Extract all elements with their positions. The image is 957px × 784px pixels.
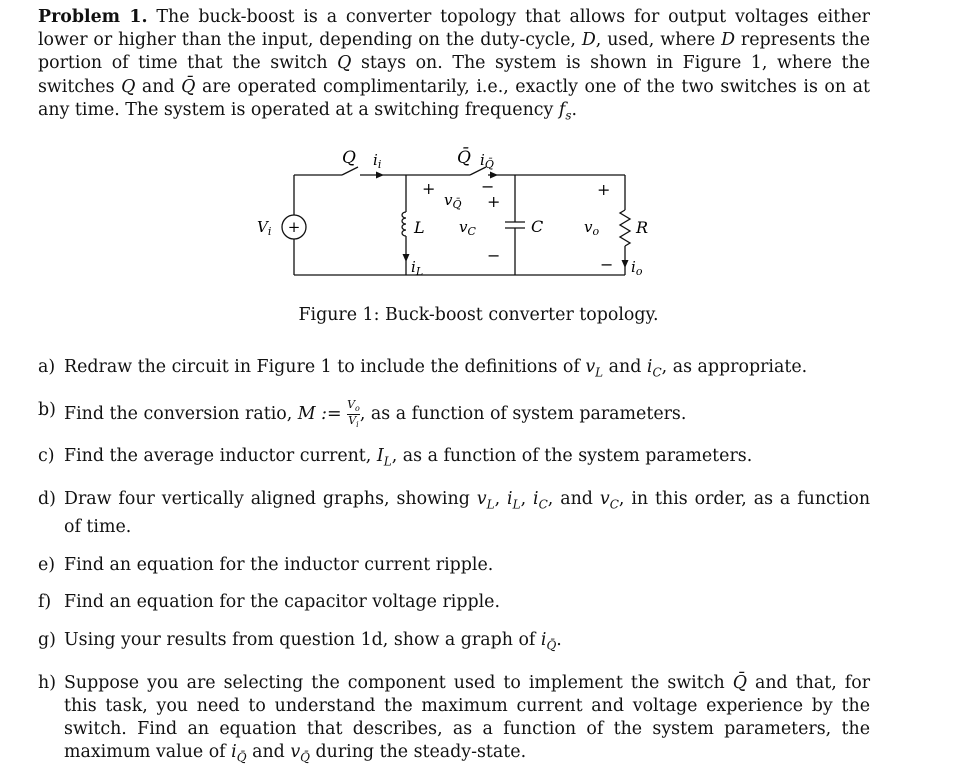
question-label: f)	[38, 592, 52, 613]
question-text: Draw four vertically aligned graphs, showing $v_L$, $i_L$, $i_C$, and $v_C$, in this order, as a function of time.	[64, 488, 871, 538]
label-vo: $v_o$	[584, 218, 600, 238]
question-label: e)	[38, 554, 56, 575]
problem-statement	[38, 6, 870, 127]
math-expression: $i_{Q̄}$	[231, 741, 247, 765]
question-item	[38, 672, 870, 769]
label-l: L	[414, 218, 425, 237]
question-label: g)	[38, 629, 56, 650]
math-expression: $v_L$	[476, 488, 495, 512]
label-r: R	[636, 218, 649, 237]
source-plus-sign: +	[287, 218, 301, 236]
label-il: $i_L$	[411, 258, 424, 278]
switch-q-blade	[342, 167, 358, 175]
label-plus-cap: +	[487, 192, 501, 211]
question-item	[38, 399, 870, 430]
label-minus-top: −	[481, 177, 495, 196]
inductor-coil	[402, 212, 406, 236]
label-qbar: Q̄	[457, 148, 471, 168]
question-text: Find the conversion ratio, M := $\frac{V_o}{V_i}$ , as a function of system parameters.	[64, 397, 687, 430]
question-item	[38, 356, 870, 384]
io-arrow-icon	[622, 260, 629, 268]
problem-heading: Problem 1.	[38, 7, 148, 27]
question-text: Using your results from question 1d, show a graph of $i_{Q̄}$.	[64, 629, 562, 653]
math-expression: $i_{Q̄}$	[540, 629, 557, 653]
question-item	[38, 554, 870, 577]
question-text: Suppose you are selecting the component used to implement the switch Q̄ and that, for this task, you need to understand the maximum current and voltage experience by the switch. Find an equation that describes, as a function of the system parameters, the maximum value of $i_{Q̄}$ and $v_{Q̄}$ during the steady-state.	[64, 672, 871, 765]
buck-boost-circuit-diagram	[240, 140, 680, 290]
question-label: h)	[38, 672, 56, 693]
math-expression: M := $\frac{V_o}{V_i}$	[297, 397, 360, 430]
question-text: Find an equation for the capacitor voltage ripple.	[64, 592, 500, 613]
math-expression: $v_L$	[585, 357, 604, 380]
question-text: Find the average inductor current, $I_L$, as a function of the system parameters.	[64, 445, 753, 469]
math-expression: Q̄	[732, 672, 747, 693]
question-item	[38, 488, 870, 539]
label-vo-minus: −	[600, 255, 614, 274]
question-label: d)	[38, 488, 56, 509]
math-expression: $v_C$	[599, 488, 619, 512]
label-vo-plus: +	[597, 180, 611, 199]
label-io: $i_o$	[631, 258, 643, 278]
question-label: b)	[38, 399, 56, 420]
label-plus-left: +	[422, 179, 436, 198]
il-arrow-icon	[403, 254, 410, 262]
question-text: Redraw the circuit in Figure 1 to include the definitions of $v_L$ and $i_C$, as appropriate.	[64, 357, 808, 380]
question-text: Find an equation for the inductor current ripple.	[64, 554, 494, 575]
label-iq: $i_{Q̄}$	[480, 151, 494, 171]
label-c: C	[531, 217, 544, 236]
question-label: c)	[38, 445, 55, 466]
question-item	[38, 445, 870, 473]
math-expression: $i_C$	[646, 357, 662, 380]
question-item	[38, 591, 870, 614]
label-vc-minus: −	[487, 246, 501, 265]
math-expression: $I_L$	[376, 445, 392, 469]
label-vc: $v_C$	[459, 218, 476, 238]
label-vi: $V_i$	[257, 218, 272, 238]
ii-arrow-icon	[376, 172, 384, 179]
math-expression: $i_L$	[507, 488, 521, 512]
question-item	[38, 629, 870, 657]
figure-caption: Figure 1: Buck-boost converter topology.	[298, 305, 659, 325]
label-vq: $v_{Q̄}$	[444, 191, 462, 211]
question-label: a)	[38, 357, 56, 377]
problem-paragraph: Problem 1. The buck-boost is a converter topology that allows for output voltages either lower or higher than the input, depending on the duty-cycle, D, used, where D represents the portion of time that the switch Q stays on. The system is shown in Figure 1, where the switches Q and Q̄ are operated complimentarily, i.e., exactly one of the two switches is on at any time. The system is operated at a switching frequency $f_s$.	[38, 7, 871, 123]
math-expression: $i_C$	[533, 488, 548, 512]
math-expression: $v_{Q̄}$	[290, 741, 310, 765]
resistor-zigzag	[620, 210, 630, 246]
label-q: Q	[342, 148, 356, 168]
question-list	[38, 356, 870, 784]
label-ii: $i_i$	[373, 151, 382, 171]
